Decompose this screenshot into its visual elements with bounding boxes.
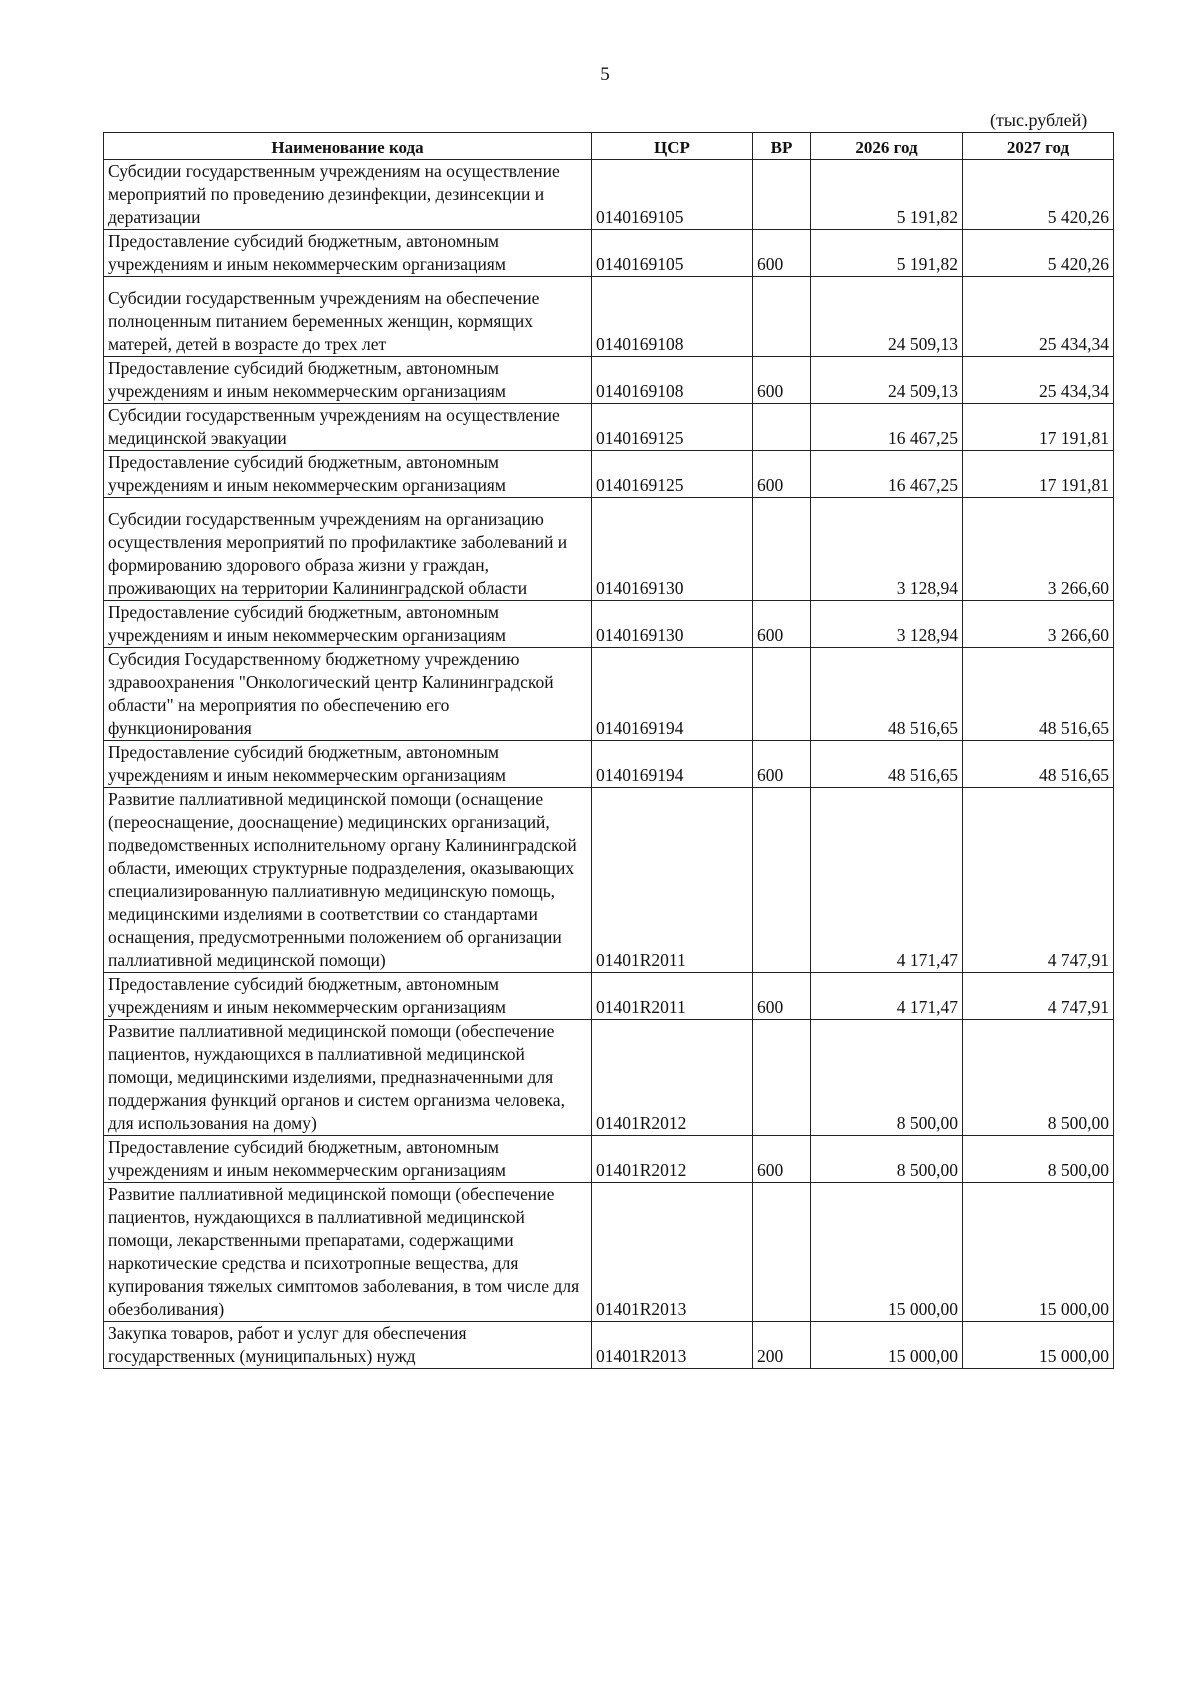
row-2027: 4 747,91 [963,788,1114,973]
table-row [104,1020,1114,1136]
table-row [104,601,1114,648]
table-header-row [104,133,1114,160]
row-vr: 600 [753,741,811,788]
row-2026: 48 516,65 [811,648,963,741]
row-name: Субсидия Государственному бюджетному учреждению здравоохранения "Онкологический центр Калининградской области" на мероприятия по обеспечению его функционирования [104,648,592,741]
row-vr: 600 [753,973,811,1020]
row-name: Закупка товаров, работ и услуг для обеспечения государственных (муниципальных) нужд [104,1322,592,1369]
row-2027: 4 747,91 [963,973,1114,1020]
row-csr: 0140169130 [592,498,753,601]
row-name: Предоставление субсидий бюджетным, автономным учреждениям и иным некоммерческим организациям [104,230,592,277]
row-csr: 0140169194 [592,648,753,741]
row-vr [753,498,811,601]
row-vr [753,648,811,741]
row-vr: 600 [753,451,811,498]
row-csr: 01401R2013 [592,1183,753,1322]
table-row [104,277,1114,357]
row-vr [753,160,811,230]
table-row [104,1136,1114,1183]
row-2026: 8 500,00 [811,1136,963,1183]
row-2026: 4 171,47 [811,788,963,973]
header-2026: 2026 год [811,133,963,160]
row-2026: 16 467,25 [811,404,963,451]
row-2027: 5 420,26 [963,160,1114,230]
row-name: Предоставление субсидий бюджетным, автономным учреждениям и иным некоммерческим организациям [104,1136,592,1183]
row-vr: 200 [753,1322,811,1369]
table-row [104,648,1114,741]
row-name: Предоставление субсидий бюджетным, автономным учреждениям и иным некоммерческим организациям [104,601,592,648]
row-2026: 15 000,00 [811,1183,963,1322]
row-csr: 01401R2012 [592,1136,753,1183]
row-2027: 25 434,34 [963,277,1114,357]
row-vr [753,1020,811,1136]
row-name: Развитие паллиативной медицинской помощи (оснащение (переоснащение, дооснащение) медицинских организаций, подведомственных исполнительному органу Калининградской области, имеющих структурные подразделения, оказывающих специализированную паллиативную медицинскую помощь, медицинскими изделиями в соответствии со стандартами оснащения, предусмотренными положением об организации паллиативной медицинской помощи) [104,788,592,973]
row-csr: 01401R2011 [592,973,753,1020]
row-vr: 600 [753,601,811,648]
row-name: Субсидии государственным учреждениям на организацию осуществления мероприятий по профилактике заболеваний и формированию здорового образа жизни у граждан, проживающих на территории Калининградской области [104,498,592,601]
table-row [104,1183,1114,1322]
row-csr: 0140169105 [592,160,753,230]
row-2026: 5 191,82 [811,230,963,277]
row-name: Субсидии государственным учреждениям на осуществление медицинской эвакуации [104,404,592,451]
row-2027: 8 500,00 [963,1020,1114,1136]
row-name: Предоставление субсидий бюджетным, автономным учреждениям и иным некоммерческим организациям [104,357,592,404]
header-csr: ЦСР [592,133,753,160]
row-vr: 600 [753,230,811,277]
row-csr: 0140169130 [592,601,753,648]
row-csr: 01401R2013 [592,1322,753,1369]
table-row [104,741,1114,788]
row-name: Развитие паллиативной медицинской помощи (обеспечение пациентов, нуждающихся в паллиативной медицинской помощи, лекарственными препаратами, содержащими наркотические средства и психотропные вещества, для купирования тяжелых симптомов заболевания, в том числе для обезболивания) [104,1183,592,1322]
row-2026: 24 509,13 [811,357,963,404]
row-2027: 17 191,81 [963,451,1114,498]
row-2026: 16 467,25 [811,451,963,498]
row-2026: 48 516,65 [811,741,963,788]
row-vr [753,788,811,973]
row-2027: 8 500,00 [963,1136,1114,1183]
row-2026: 24 509,13 [811,277,963,357]
row-name: Предоставление субсидий бюджетным, автономным учреждениям и иным некоммерческим организациям [104,741,592,788]
table-row [104,230,1114,277]
row-name: Субсидии государственным учреждениям на обеспечение полноценным питанием беременных женщин, кормящих матерей, детей в возрасте до трех лет [104,277,592,357]
row-2027: 25 434,34 [963,357,1114,404]
row-vr [753,1183,811,1322]
row-2027: 48 516,65 [963,741,1114,788]
row-vr: 600 [753,1136,811,1183]
page-number: 5 [600,64,610,85]
row-2026: 5 191,82 [811,160,963,230]
row-csr: 0140169108 [592,357,753,404]
row-csr: 0140169105 [592,230,753,277]
row-2027: 15 000,00 [963,1322,1114,1369]
row-csr: 0140169108 [592,277,753,357]
table-row [104,788,1114,973]
row-2026: 3 128,94 [811,601,963,648]
table-row [104,973,1114,1020]
budget-table [103,132,1114,1369]
row-name: Развитие паллиативной медицинской помощи (обеспечение пациентов, нуждающихся в паллиативной медицинской помощи, медицинскими изделиями, предназначенными для поддержания функций органов и систем организма человека, для использования на дому) [104,1020,592,1136]
row-2026: 15 000,00 [811,1322,963,1369]
table-body [104,160,1114,1369]
header-name: Наименование кода [104,133,592,160]
units-label: (тыс.рублей) [990,110,1088,130]
row-2027: 3 266,60 [963,601,1114,648]
row-2027: 17 191,81 [963,404,1114,451]
row-vr [753,277,811,357]
table-row [104,160,1114,230]
row-2027: 15 000,00 [963,1183,1114,1322]
table-row [104,404,1114,451]
row-csr: 01401R2012 [592,1020,753,1136]
row-csr: 0140169194 [592,741,753,788]
row-name: Субсидии государственным учреждениям на осуществление мероприятий по проведению дезинфекции, дезинсекции и дератизации [104,160,592,230]
table-row [104,451,1114,498]
header-vr: ВР [753,133,811,160]
row-vr [753,404,811,451]
row-vr: 600 [753,357,811,404]
row-csr: 0140169125 [592,451,753,498]
row-2026: 8 500,00 [811,1020,963,1136]
row-name: Предоставление субсидий бюджетным, автономным учреждениям и иным некоммерческим организациям [104,451,592,498]
row-name: Предоставление субсидий бюджетным, автономным учреждениям и иным некоммерческим организациям [104,973,592,1020]
table-row [104,1322,1114,1369]
row-2027: 5 420,26 [963,230,1114,277]
row-2027: 3 266,60 [963,498,1114,601]
table-row [104,498,1114,601]
row-2026: 4 171,47 [811,973,963,1020]
row-csr: 0140169125 [592,404,753,451]
table-row [104,357,1114,404]
header-2027: 2027 год [963,133,1114,160]
row-2027: 48 516,65 [963,648,1114,741]
row-2026: 3 128,94 [811,498,963,601]
row-csr: 01401R2011 [592,788,753,973]
